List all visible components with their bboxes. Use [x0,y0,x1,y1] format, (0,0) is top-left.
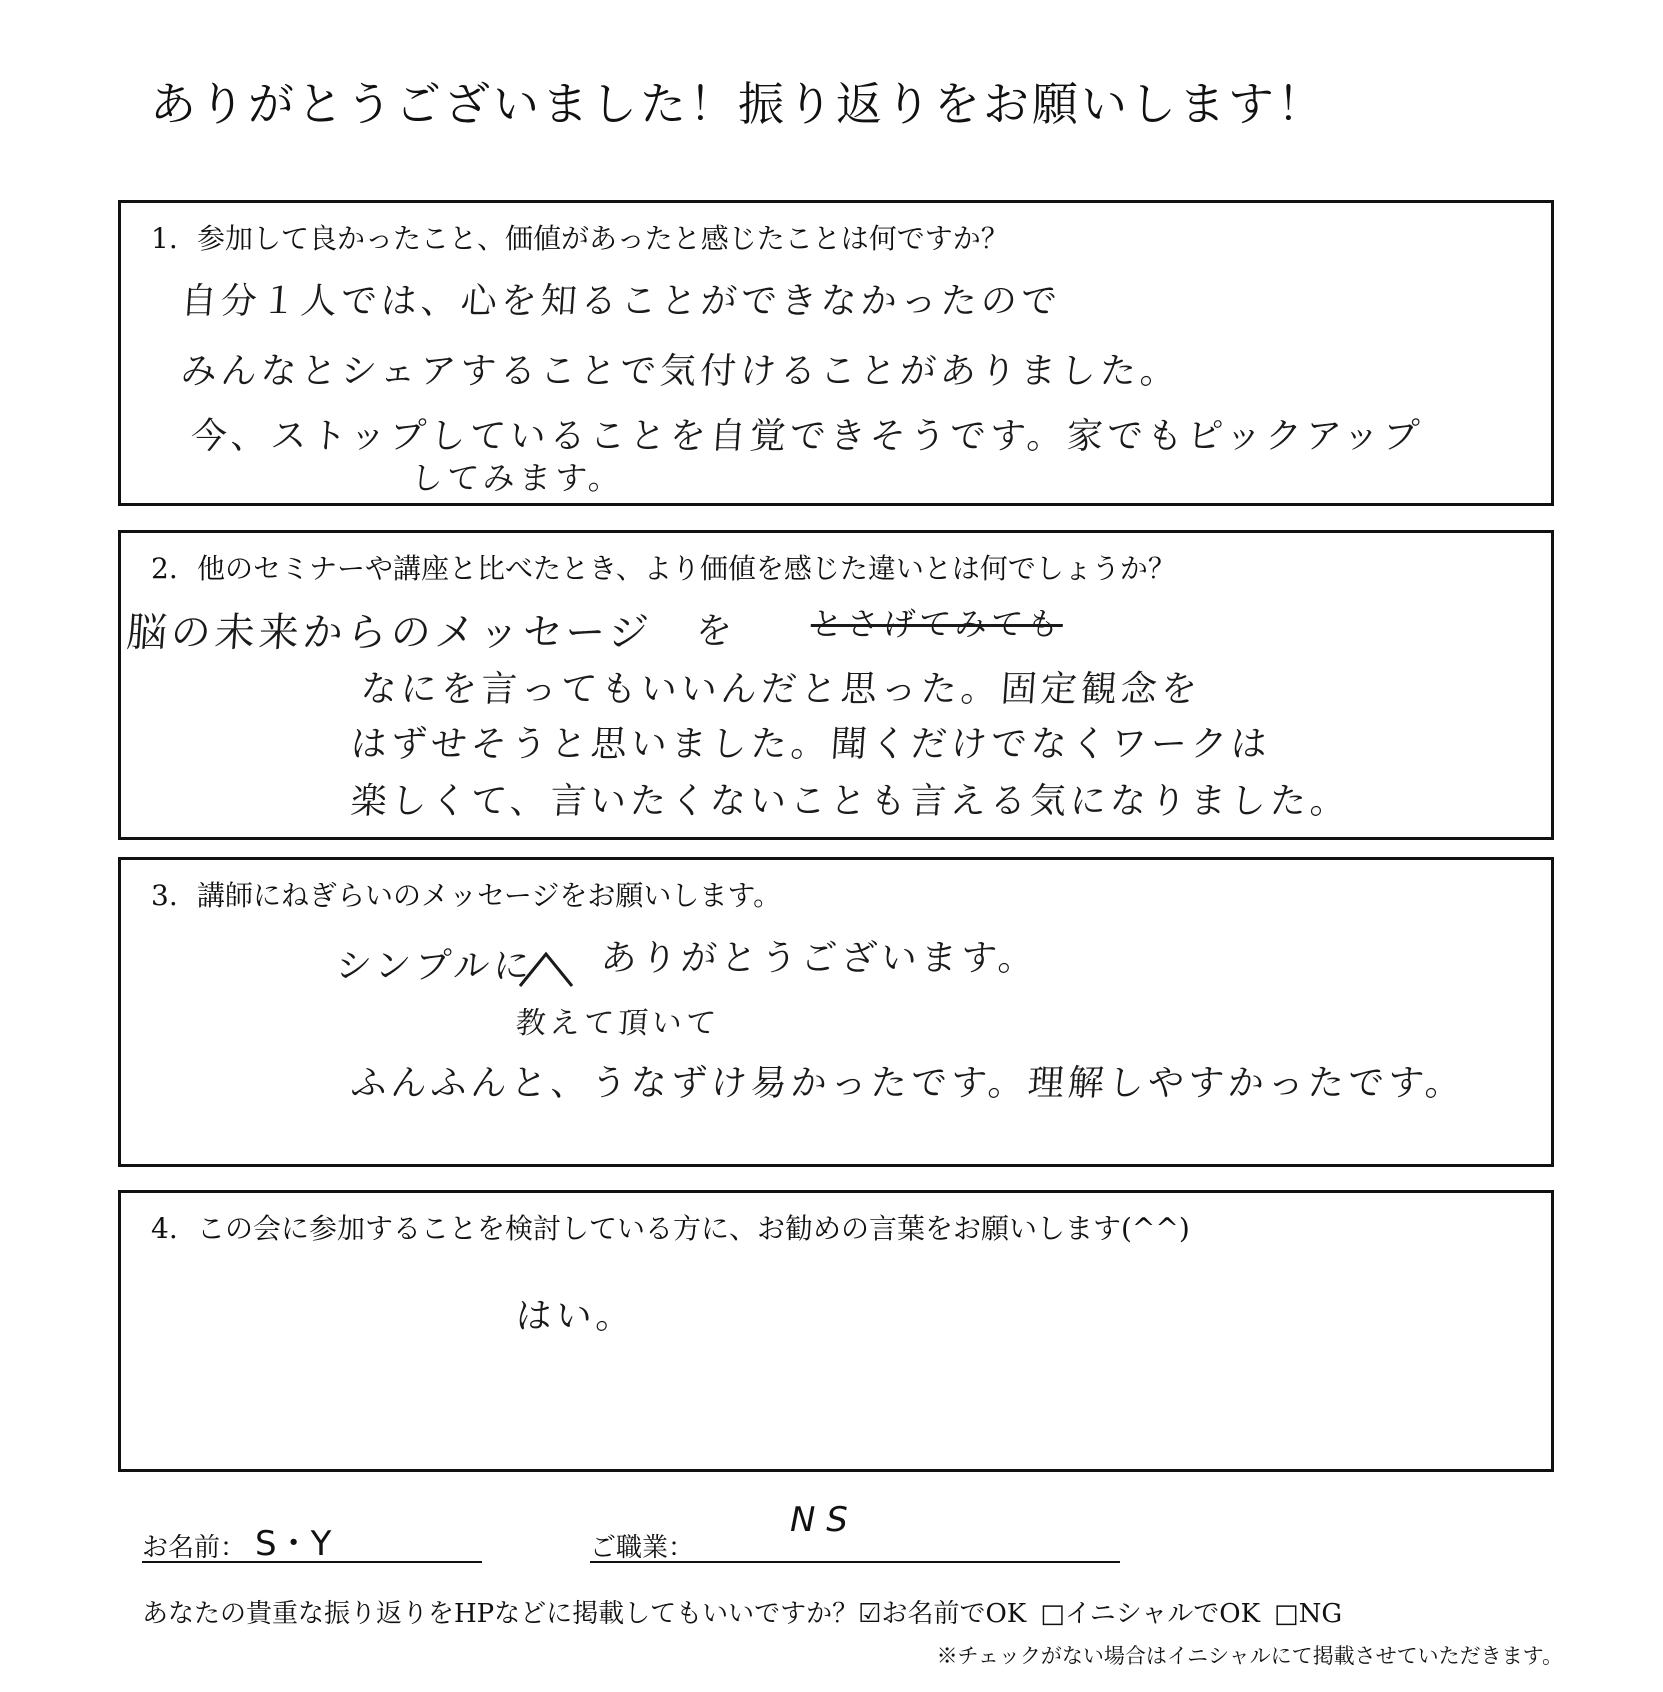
answer-2-particle: を [694,611,738,652]
name-value: S・Y [255,1524,332,1564]
question-number: 3. [151,879,178,912]
answer-2-line-3: はずせそうと思いました。聞くだけでなくワークは [349,724,1273,765]
question-label: 他のセミナーや講座と比べたとき、より価値を感じた違いとは何でしょうか？ [197,552,1176,585]
answer-3-line-3: ふんふんと、うなずけ易かったです。理解しやすかったです。 [349,1063,1467,1104]
answer-2-line-2: なにを言ってもいいんだと思った。固定観念を [359,669,1203,710]
job-underline [590,1561,1120,1563]
question-2-text [151,547,1176,587]
answer-2-struck-text: とさげてみても [809,605,1065,643]
insertion-caret-icon [516,948,576,988]
consent-option-ng-label: NG [1298,1599,1343,1629]
question-number: 2. [151,552,178,585]
answer-1-line-3: 今、ストップしていることを自覚できそうです。家でもピックアップ [189,416,1425,457]
question-3-box [118,857,1554,1167]
question-2-box [118,530,1554,840]
question-label: 参加して良かったこと、価値があったと感じたことは何ですか？ [197,222,1009,255]
answer-3-line-2: ありがとうございます。 [599,938,1040,979]
question-label: 講師にねぎらいのメッセージをお願いします。 [197,879,782,912]
consent-question: あなたの貴重な振り返りをHPなどに掲載してもいいですか？ [142,1599,859,1629]
answer-1-line-1: 自分１人では、心を知ることができなかったので [179,281,1063,322]
consent-option-initial-label: イニシャルでOK [1064,1599,1260,1629]
page-title: ありがとうございました！振り返りをお願いします！ [150,77,1326,131]
consent-option-name-label: お名前でOK [881,1599,1027,1629]
consent-option-ng-checkbox[interactable]: □ [1274,1599,1299,1629]
job-value: N S [790,1500,848,1540]
question-4-box [118,1190,1554,1472]
answer-3-line-1: シンプルに [334,946,535,987]
consent-option-name-checkbox[interactable]: ☑ [858,1599,882,1629]
answer-1-line-2: みんなとシェアすることで気付けることがありました。 [179,351,1182,392]
question-number: 1. [151,222,178,255]
name-label: お名前： [142,1533,247,1563]
consent-note: ※チェックがない場合はイニシャルにて掲載させていただきます。 [936,1644,1563,1668]
question-4-text [151,1207,1190,1247]
question-number: 4. [151,1212,178,1245]
question-3-text [151,874,781,914]
answer-1-line-4: してみます。 [409,459,626,497]
consent-row [142,1593,1342,1630]
question-1-text [151,217,1009,257]
job-label: ご職業： [590,1533,695,1563]
question-1-box [118,200,1554,506]
answer-4-line-1: はい。 [514,1296,638,1337]
answer-2-line-4: 楽しくて、言いたくないことも言える気になりました。 [349,781,1352,822]
answer-3-inserted-text: 教えて頂いて [514,1006,721,1041]
consent-option-initial-checkbox[interactable]: □ [1040,1599,1065,1629]
question-label: この会に参加することを検討している方に、お勧めの言葉をお願いします(^^) [197,1212,1190,1245]
answer-2-line-1: 脳の未来からのメッセージ [125,610,654,656]
name-underline [142,1561,482,1563]
